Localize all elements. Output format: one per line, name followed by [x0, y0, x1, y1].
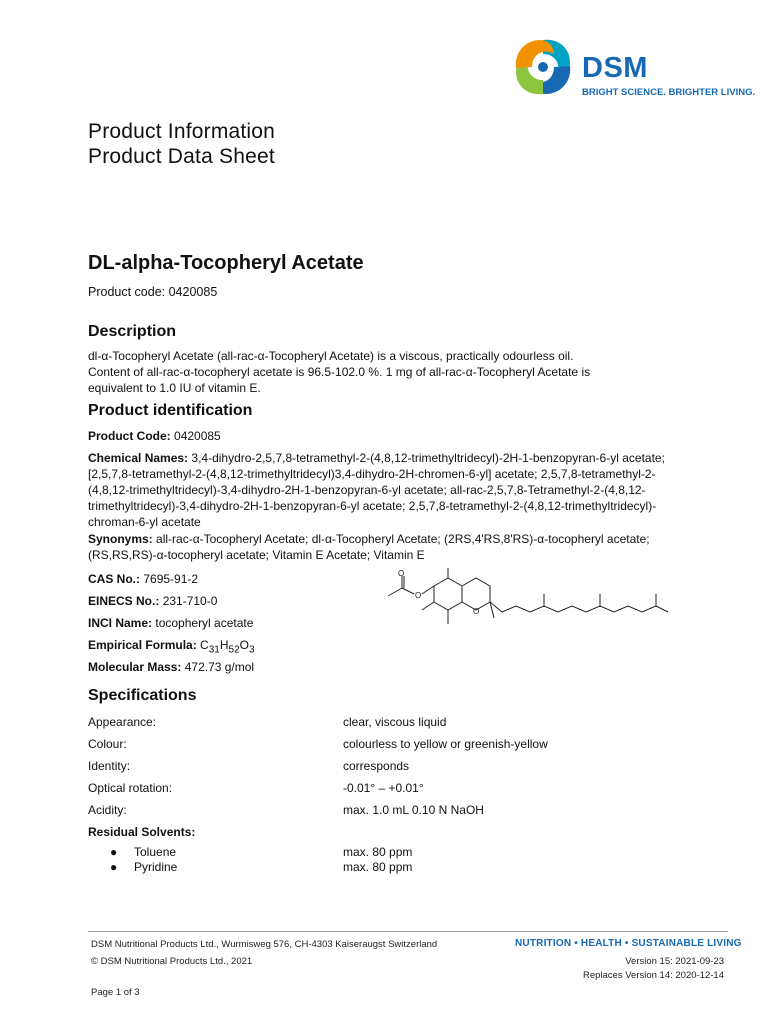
spec-value: max. 1.0 mL 0.10 N NaOH: [343, 803, 484, 817]
solvent-limit: max. 80 ppm: [343, 860, 413, 874]
empirical-formula-value: $C_{31}H_{52}O_3$: [200, 638, 255, 656]
product-code-line: Product code: 0420085: [88, 285, 218, 299]
inci-label: INCI Name:: [88, 616, 153, 630]
spec-value: colourless to yellow or greenish-yellow: [343, 737, 548, 751]
spec-label: Optical rotation:: [88, 781, 173, 795]
synonyms-label: Synonyms:: [88, 532, 153, 546]
chemical-names-label: Chemical Names:: [88, 451, 189, 465]
product-name: DL-alpha-Tocopheryl Acetate: [88, 252, 364, 274]
description-line-3: equivalent to 1.0 IU of vitamin E.: [88, 381, 261, 395]
description-heading: Description: [88, 323, 177, 340]
spec-label: Identity:: [88, 759, 131, 773]
description-line-2: Content of all-rac-α-tocopheryl acetate is 96.5-102.0 %. 1 mg of all-rac-α-Tocopheryl Acetate is: [88, 365, 591, 379]
molecular-mass-field: [88, 659, 254, 675]
inci-value: tocopheryl acetate: [155, 616, 254, 630]
doc-title-line-2: Product Data Sheet: [88, 145, 275, 168]
structure-atom-o1: O: [398, 569, 405, 578]
dsm-logo-wordmark: DSM: [582, 52, 648, 84]
empirical-formula-label: Empirical Formula:: [88, 638, 197, 652]
footer-divider: [88, 931, 728, 932]
identification-heading: Product identification: [88, 402, 253, 419]
molecular-mass-value: 472.73 g/mol: [184, 660, 255, 674]
product-code-label: Product Code:: [88, 429, 171, 443]
inci-field: [88, 615, 253, 631]
product-code-value: 0420085: [174, 429, 221, 443]
molecular-structure-diagram: [382, 568, 672, 648]
einecs-field: [88, 593, 217, 609]
synonyms-field: [88, 531, 686, 563]
einecs-label: EINECS No.:: [88, 594, 160, 608]
specifications-heading: Specifications: [88, 687, 197, 704]
dsm-logo-tagline: BRIGHT SCIENCE. BRIGHTER LIVING.: [582, 87, 756, 98]
cas-field: [88, 571, 198, 587]
chemical-names-value: 3,4-dihydro-2,5,7,8-tetramethyl-2-(4,8,12-trimethyltridecyl)-2H-1-benzopyran-6-yl acetate; [2,5,7,8-tetramethyl-2-(4,8,12-trimethyltridecyl)3,4-dihydro-2H-chromen-6-yl] acetate; 2,5,7,8-tetramethyl-2-(4,8,12-trimethyltridecyl)-3,4-dihydro-2H-1-benzopyran-6-yl acetate; all-rac-2,5,7,8-Tetramethyl-2-(4,8,12-trimethyltridecyl)-3,4-dihydro-2H-1-benzopyran-6-yl acetate; 2,5,7,8-tetramethyl-2-(4,8,12-trimethyltridecyl)-chroman-6-yl acetate: [88, 451, 665, 529]
spec-label: Appearance:: [88, 715, 157, 729]
product-code-field: [88, 428, 221, 444]
dsm-logo: [512, 36, 756, 100]
spec-label: Acidity:: [88, 803, 127, 817]
dsm-logo-mark-icon: [512, 36, 574, 98]
chemical-names-field: [88, 450, 686, 530]
footer-copyright: © DSM Nutritional Products Ltd., 2021: [91, 956, 253, 967]
solvent-limit: max. 80 ppm: [343, 845, 413, 859]
solvent-label: Toluene: [134, 845, 177, 859]
synonyms-value: all-rac-α-Tocopheryl Acetate; dl-α-Tocopheryl Acetate; (2RS,4'RS,8'RS)-α-tocopheryl acetate; (RS,RS,RS)-α-tocopheryl acetate; Vitamin E Acetate; Vitamin E: [88, 532, 650, 562]
footer-version: Version 15: 2021-09-23: [625, 956, 724, 967]
einecs-value: 231-710-0: [162, 594, 218, 608]
footer-replaces-version: Replaces Version 14: 2020-12-14: [582, 970, 724, 981]
doc-title-line-1: Product Information: [88, 120, 276, 143]
spec-value: clear, viscous liquid: [343, 715, 447, 729]
spec-value: -0.01° – +0.01°: [343, 781, 424, 795]
structure-atom-o2: O: [415, 591, 422, 600]
footer-slogan: NUTRITION • HEALTH • SUSTAINABLE LIVING: [515, 938, 742, 949]
residual-solvents-heading: Residual Solvents:: [88, 825, 196, 839]
description-text: [88, 348, 688, 396]
spec-label: Colour:: [88, 737, 127, 751]
description-line-1: dl-α-Tocopheryl Acetate (all-rac-α-Tocopheryl Acetate) is a viscous, practically odourless oil.: [88, 349, 574, 363]
footer-page-number: Page 1 of 3: [91, 987, 140, 998]
footer-address: DSM Nutritional Products Ltd., Wurmisweg 576, CH-4303 Kaiseraugst Switzerland: [91, 939, 438, 950]
solvent-label: Pyridine: [134, 860, 178, 874]
cas-label: CAS No.:: [88, 572, 140, 586]
molecular-mass-label: Molecular Mass:: [88, 660, 182, 674]
structure-atom-o3: O: [473, 607, 480, 616]
bullet-icon: ●: [110, 860, 118, 874]
bullet-icon: ●: [110, 845, 118, 859]
spec-value: corresponds: [343, 759, 410, 773]
empirical-formula-field: [88, 637, 255, 658]
cas-value: 7695-91-2: [143, 572, 199, 586]
